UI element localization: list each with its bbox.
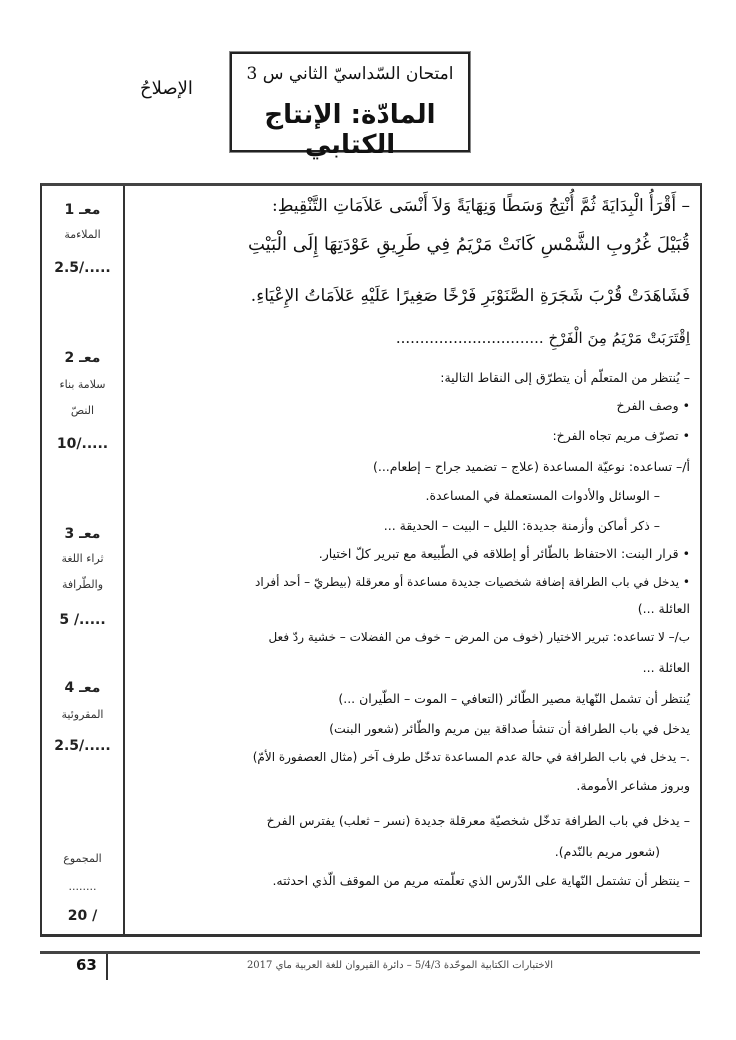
story-line: قُبَيْلَ غُرُوبِ الشَّمْسِ كَانَتْ مَرْيَمُ فِي طَرِيقِ عَوْدَتِهَا إِلَى الْبَيْتِ bbox=[247, 234, 690, 255]
footer-divider bbox=[40, 951, 700, 954]
instruction-line: – أَقْرَأُ الْبِدَايَةَ ثُمَّ أُنْتِجُ وَسَطًا وَنِهَايَةً وَلاَ أَنْسَى عَلاَمَاتِ التَّنْقِيطِ: bbox=[271, 196, 690, 216]
exam-title: امتحان السّداسيّ الثاني س 3 bbox=[246, 64, 454, 84]
footer-text: الاختبارات الكتابية الموحّدة 5/4/3 – دائرة القيروان للغة العربية ماي 2017 bbox=[246, 960, 554, 971]
criterion-3-name: ثراء اللغة bbox=[61, 552, 104, 565]
answer-line: – يُنتظر من المتعلّم أن يتطرّق إلى النقاط التالية: bbox=[440, 370, 690, 385]
criterion-2-name: سلامة بناء bbox=[59, 378, 106, 391]
answer-line: • تصرّف مريم تجاه الفرخ: bbox=[552, 428, 690, 443]
criterion-2-name-line2: النصّ bbox=[70, 404, 95, 417]
answer-line: – يدخل في باب الطرافة تدخّل شخصيّة معرقلة جديدة (نسر – ثعلب) يفترس الفرخ bbox=[266, 813, 690, 828]
subject-title: المادّة: الإنتاج الكتابي bbox=[264, 100, 436, 160]
answer-line: • يدخل في باب الطرافة إضافة شخصيات جديدة مساعدة أو معرقلة (بيطريّ – أحد أفراد bbox=[255, 575, 690, 589]
answer-line: العائلة ...) bbox=[637, 601, 690, 616]
answer-line: وبروز مشاعر الأمومة. bbox=[576, 778, 690, 793]
criterion-4-score: 2.5/..... bbox=[54, 738, 111, 754]
answer-line: العائلة ... bbox=[642, 660, 690, 675]
criterion-4-number: معـ 4 bbox=[64, 680, 101, 696]
answer-line: • قرار البنت: الاحتفاظ بالطّائر أو إطلاقه في الطّبيعة مع تبرير كلّ اختيار. bbox=[318, 546, 690, 561]
column-divider bbox=[123, 186, 125, 934]
total-dots: ........ bbox=[68, 880, 97, 893]
answer-line: .– يدخل في باب الطرافة في حالة عدم المساعدة تدخّل طرف آخر (مثال العصفورة الأمّ) bbox=[252, 750, 690, 764]
criterion-3-score: 5 /..... bbox=[59, 612, 106, 628]
criterion-2-number: معـ 2 bbox=[64, 350, 101, 366]
criterion-1-score: 2.5/..... bbox=[54, 260, 111, 276]
answer-line: أ/– تساعده: نوعيّة المساعدة (علاج – تضميد جراح – إطعام...) bbox=[372, 459, 690, 474]
story-line: فَشَاهَدَتْ قُرْبَ شَجَرَةِ الصَّنَوْبَرِ فَرْخًا صَغِيرًا عَلَيْهِ عَلاَمَاتُ الإِعْيَاءِ. bbox=[250, 286, 690, 306]
criterion-1-number: معـ 1 bbox=[64, 202, 101, 218]
footer-separator bbox=[106, 954, 108, 980]
answer-table bbox=[40, 183, 702, 937]
answer-line: – ينتظر أن تشتمل النّهاية على الدّرس الذي تعلّمته مريم من الموقف الّذي احدثته. bbox=[272, 873, 690, 888]
total-label: المجموع bbox=[63, 852, 102, 865]
criterion-3-name-line2: والطّرافة bbox=[61, 578, 104, 591]
story-continue-line: اِقْتَرَبَتْ مَرْيَمُ مِنَ الْفَرْخِ ............................... bbox=[395, 329, 690, 347]
criterion-3-number: معـ 3 bbox=[64, 526, 101, 542]
correction-label: الإصلاحُ bbox=[140, 78, 193, 99]
answer-line: • وصف الفرخ bbox=[616, 398, 690, 413]
answer-line: ب/– لا تساعده: تبرير الاختيار (خوف من المرض – خوف من الفضلات – خشية ردّ فعل bbox=[268, 630, 690, 644]
answer-line: يُنتظر أن تشمل النّهاية مصير الطّائر (التعافي – الموت – الطّيران ...) bbox=[338, 691, 690, 706]
answer-line: – ذكر أماكن وأزمنة جديدة: الليل – البيت – الحديقة ... bbox=[383, 518, 660, 533]
answer-line: – الوسائل والأدوات المستعملة في المساعدة. bbox=[425, 488, 660, 503]
title-box bbox=[230, 52, 470, 160]
total-score: 20 / bbox=[67, 908, 98, 924]
criterion-2-score: 10/..... bbox=[56, 436, 109, 452]
answer-line: (شعور مريم بالنّدم). bbox=[554, 844, 660, 859]
criterion-1-name: الملاءمة bbox=[64, 228, 101, 241]
answer-line: يدخل في باب الطرافة أن تنشأ صداقة بين مريم والطّائر (شعور البنت) bbox=[329, 721, 690, 736]
criterion-4-name: المقروئية bbox=[61, 708, 104, 721]
page-number: 63 bbox=[76, 956, 97, 974]
